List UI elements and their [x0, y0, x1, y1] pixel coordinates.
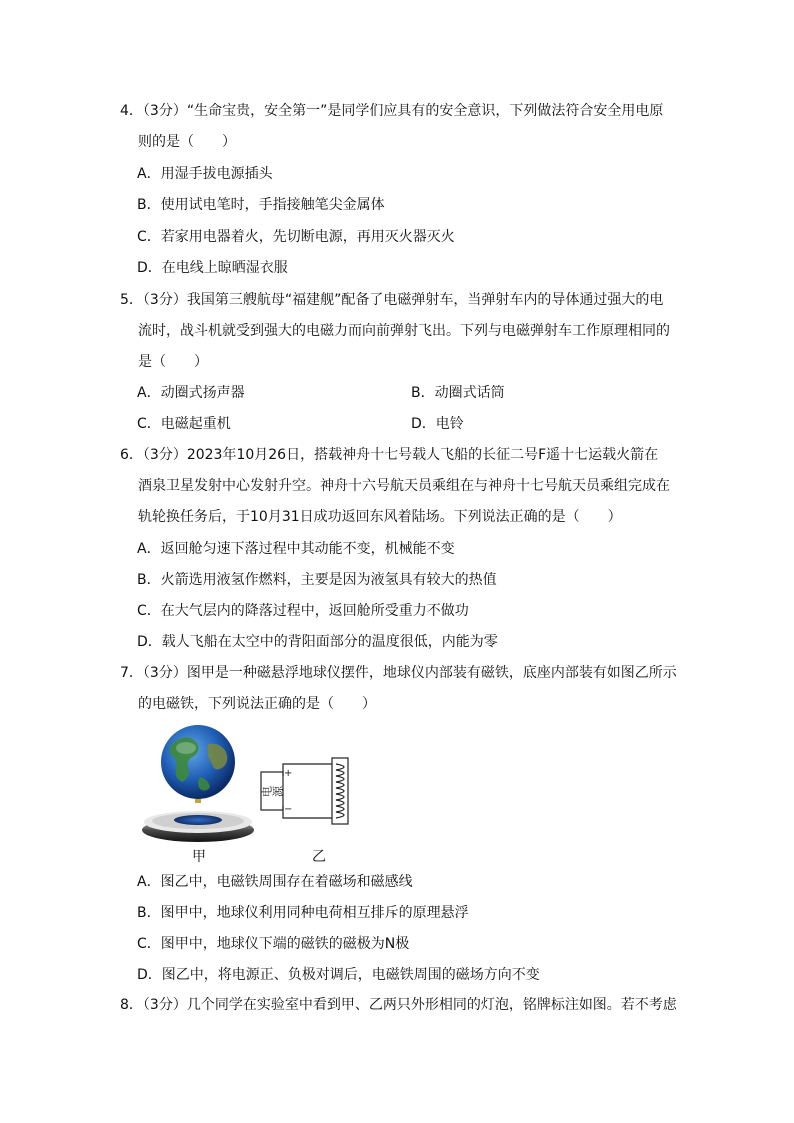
question-4	[120, 96, 680, 158]
q4-option-a: A．用湿手拔电源插头	[137, 166, 273, 182]
question-6	[120, 440, 680, 533]
q7-option-d: D．图乙中，将电源正、负极对调后，电磁铁周围的磁场方向不变	[137, 967, 540, 983]
question-4-stem-line1: 4．（3分）“生命宝贵，安全第一”是同学们应具有的安全意识，下列做法符合安全用电原	[120, 103, 664, 119]
figure-illustration	[138, 722, 378, 867]
figure-caption-jia: 甲	[192, 849, 206, 865]
question-8-stem-line1: 8．（3分）几个同学在实验室中看到甲、乙两只外形相同的灯泡，铭牌标注如图。若不考虑	[120, 997, 677, 1013]
q7-option-a: A．图乙中，电磁铁周围存在着磁场和磁感线	[137, 874, 413, 890]
question-7-stem-line1: 7．（3分）图甲是一种磁悬浮地球仪摆件，地球仪内部装有磁铁，底座内部装有如图乙所示	[120, 665, 677, 681]
q5-option-d: D．电铃	[411, 416, 464, 432]
globe-image	[142, 725, 254, 842]
question-8	[120, 990, 680, 1021]
question-7-figure	[138, 722, 378, 867]
question-5-stem-line3: 是（ ）	[138, 354, 208, 370]
q6-option-a: A．返回舱匀速下落过程中其动能不变，机械能不变	[137, 541, 455, 557]
q5-option-b: B．动圈式话筒	[411, 385, 505, 401]
question-7-stem-line2: 的电磁铁，下列说法正确的是（ ）	[138, 696, 376, 712]
question-6-stem-line2: 酒泉卫星发射中心发射升空。神舟十六号航天员乘组在与神舟十七号航天员乘组完成在	[138, 478, 670, 494]
q7-option-c: C．图甲中，地球仪下端的磁铁的磁极为N极	[137, 936, 410, 952]
question-5	[120, 285, 680, 378]
question-7	[120, 658, 680, 720]
q6-option-d: D．载人飞船在太空中的背阳面部分的温度很低，内能为零	[137, 634, 498, 650]
power-plus-sign: +	[284, 768, 293, 779]
question-6-stem-line3: 轨轮换任务后，于10月31日成功返回东风着陆场。下列说法正确的是（ ）	[138, 509, 622, 525]
q4-option-c: C．若家用电器着火，先切断电源，再用灭火器灭火	[137, 229, 455, 245]
q7-option-b: B．图甲中，地球仪利用同种电荷相互排斥的原理悬浮	[137, 905, 469, 921]
q4-option-d: D．在电线上晾晒湿衣服	[137, 260, 288, 276]
question-4-stem-line2: 则的是（ ）	[138, 134, 236, 150]
power-source-label: 电源	[261, 785, 283, 799]
q5-option-a: A．动圈式扬声器	[137, 385, 245, 401]
question-5-stem-line2: 流时，战斗机就受到强大的电磁力而向前弹射飞出。下列与电磁弹射车工作原理相同的	[138, 323, 670, 339]
question-5-stem-line1: 5．（3分）我国第三艘航母“福建舰”配备了电磁弹射车，当弹射车内的导体通过强大的电	[120, 292, 664, 308]
q6-option-b: B．火箭选用液氢作燃料，主要是因为液氢具有较大的热值	[137, 572, 497, 588]
figure-caption-yi: 乙	[312, 849, 326, 865]
question-6-stem-line1: 6．（3分）2023年10月26日，搭载神舟十七号载人飞船的长征二号F遥十七运载火箭在	[120, 447, 659, 463]
power-minus-sign: −	[284, 804, 293, 815]
q5-option-c: C．电磁起重机	[137, 416, 231, 432]
q6-option-c: C．在大气层内的降落过程中，返回舱所受重力不做功	[137, 603, 469, 619]
q4-option-b: B．使用试电笔时，手指接触笔尖金属体	[137, 197, 385, 213]
